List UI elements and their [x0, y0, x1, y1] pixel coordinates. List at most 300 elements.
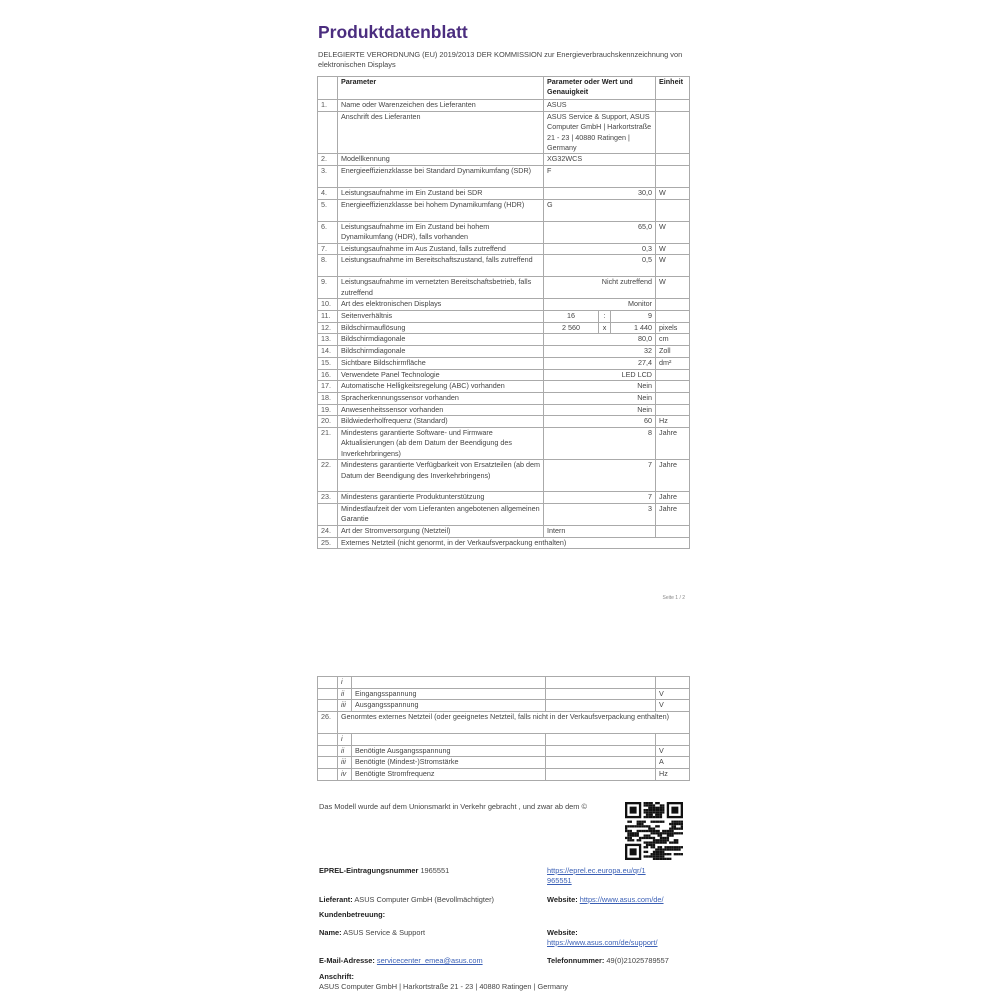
row-parameter: Sichtbare Bildschirmfläche — [338, 357, 544, 369]
qr-module — [660, 811, 662, 813]
table-row — [318, 460, 690, 492]
qr-module — [674, 832, 676, 834]
qr-module — [625, 837, 627, 839]
qr-module — [655, 839, 657, 841]
qr-module — [653, 858, 655, 860]
qr-module — [651, 830, 653, 832]
qr-module — [641, 823, 643, 825]
row-unit — [656, 404, 690, 416]
qr-module — [651, 837, 653, 839]
qr-module — [660, 841, 662, 843]
row-value: 0,3 — [544, 243, 656, 255]
email-link[interactable]: servicecenter_emea@asus.com — [376, 956, 483, 965]
qr-module — [653, 804, 655, 806]
row-value: Nein — [544, 404, 656, 416]
website-label-2: Website: — [547, 928, 578, 937]
row-number — [318, 734, 338, 746]
row-value — [546, 700, 656, 712]
qr-module — [651, 853, 653, 855]
datasheet-page-1 — [311, 10, 691, 604]
row-number: 8. — [318, 255, 338, 277]
qr-module — [657, 809, 659, 811]
qr-module — [648, 802, 650, 804]
qr-module — [644, 811, 646, 813]
qr-module — [671, 830, 673, 832]
email-line — [319, 956, 483, 966]
qr-module — [630, 825, 632, 827]
qr-module — [676, 821, 678, 823]
row-value: Nein — [544, 381, 656, 393]
table-row — [318, 688, 690, 700]
row-unit — [656, 369, 690, 381]
qr-module — [671, 828, 673, 830]
row-number: 5. — [318, 199, 338, 221]
qr-module — [671, 807, 678, 814]
row-number: 10. — [318, 299, 338, 311]
row-roman-index: ii — [338, 688, 352, 700]
qr-module — [651, 814, 653, 816]
qr-module — [678, 823, 680, 825]
row-value: 7 — [544, 460, 656, 492]
qr-module — [648, 828, 650, 830]
qr-module — [651, 844, 653, 846]
qr-module — [630, 830, 632, 832]
qr-module — [676, 841, 678, 843]
qr-module — [648, 841, 650, 843]
qr-module — [627, 825, 629, 827]
qr-module — [678, 846, 680, 848]
qr-module — [637, 830, 639, 832]
qr-module — [646, 811, 648, 813]
row-number: 12. — [318, 322, 338, 334]
qr-module — [651, 807, 653, 809]
row-number — [318, 111, 338, 154]
qr-module — [657, 848, 659, 850]
qr-module — [653, 821, 655, 823]
row-value-b: 9 — [611, 311, 656, 323]
supplier-website-link[interactable]: https://www.asus.com/de/ — [579, 895, 664, 904]
row-value: Intern — [544, 525, 656, 537]
row-number: 16. — [318, 369, 338, 381]
qr-module — [630, 839, 632, 841]
qr-module — [671, 825, 673, 827]
qr-module — [646, 809, 648, 811]
eprel-link[interactable]: https://eprel.ec.europa.eu/qr/1965551 — [547, 866, 646, 885]
qr-module — [669, 853, 671, 855]
table-row — [318, 745, 690, 757]
website-label: Website: — [547, 895, 578, 904]
qr-module — [660, 816, 662, 818]
qr-module — [646, 830, 648, 832]
qr-module — [662, 858, 664, 860]
qr-module — [678, 832, 680, 834]
qr-module — [644, 804, 646, 806]
qr-module — [662, 804, 664, 806]
qr-module — [646, 841, 648, 843]
eprel-label: EPREL-Eintragungsnummer — [319, 866, 419, 875]
row-value — [546, 757, 656, 769]
qr-module — [674, 821, 676, 823]
qr-module — [660, 858, 662, 860]
row-number: 6. — [318, 221, 338, 243]
table-row — [318, 537, 690, 549]
qr-module — [646, 844, 648, 846]
qr-module — [669, 828, 671, 830]
qr-module — [648, 834, 650, 836]
row-unit — [656, 677, 690, 689]
customer-care-label: Kundenbetreuung: — [319, 910, 386, 919]
qr-module — [664, 837, 666, 839]
datasheet-page-3 — [311, 796, 691, 996]
qr-module — [657, 821, 659, 823]
row-parameter: Automatische Helligkeitsregelung (ABC) vorhanden — [338, 381, 544, 393]
qr-module — [662, 809, 664, 811]
qr-module — [655, 851, 657, 853]
row-parameter: Anschrift des Lieferanten — [338, 111, 544, 154]
qr-module — [639, 830, 641, 832]
qr-module — [667, 839, 669, 841]
row-value: 65,0 — [544, 221, 656, 243]
qr-module — [648, 814, 650, 816]
phone-label: Telefonnummer: — [547, 956, 605, 965]
qr-module — [671, 834, 673, 836]
table-row — [318, 357, 690, 369]
row-parameter: Bildwiederholfrequenz (Standard) — [338, 416, 544, 428]
qr-module — [653, 832, 655, 834]
qr-module — [660, 821, 662, 823]
qr-module — [667, 832, 669, 834]
qr-module — [655, 802, 657, 804]
qr-module — [644, 809, 646, 811]
row-value: 30,0 — [544, 188, 656, 200]
qr-module — [646, 804, 648, 806]
row-parameter: Benötigte (Mindest-)Stromstärke — [352, 757, 546, 769]
qr-module — [662, 830, 664, 832]
table-row — [318, 111, 690, 154]
qr-module — [627, 837, 629, 839]
qr-module — [667, 837, 669, 839]
qr-module — [662, 837, 664, 839]
row-value: LED LCD — [544, 369, 656, 381]
qr-module — [669, 846, 671, 848]
address-value: ASUS Computer GmbH | Harkortstraße 21 - 23 | 40880 Ratingen | Germany — [319, 982, 568, 991]
row-value-b: 1 440 — [611, 322, 656, 334]
qr-module — [664, 839, 666, 841]
qr-module — [644, 855, 646, 857]
qr-module — [651, 841, 653, 843]
table-row — [318, 311, 690, 323]
qr-module — [678, 828, 680, 830]
qr-module — [674, 823, 676, 825]
row-number — [318, 700, 338, 712]
qr-module — [667, 848, 669, 850]
qr-module — [662, 832, 664, 834]
row-parameter: Anwesenheitssensor vorhanden — [338, 404, 544, 416]
qr-module — [646, 816, 648, 818]
row-number: 23. — [318, 492, 338, 504]
qr-module — [660, 855, 662, 857]
table-row — [318, 243, 690, 255]
qr-module — [669, 832, 671, 834]
row-value: G — [544, 199, 656, 221]
qr-module — [627, 821, 629, 823]
table-row — [318, 322, 690, 334]
qr-module — [651, 804, 653, 806]
table-row — [318, 199, 690, 221]
row-unit: V — [656, 700, 690, 712]
row-parameter: Name oder Warenzeichen des Lieferanten — [338, 100, 544, 112]
qr-module — [674, 841, 676, 843]
qr-module — [664, 832, 666, 834]
qr-module — [674, 828, 676, 830]
address-label: Anschrift: — [319, 972, 354, 981]
qr-module — [639, 837, 641, 839]
qr-module — [669, 841, 671, 843]
qr-module — [681, 828, 683, 830]
qr-module — [653, 853, 655, 855]
qr-module — [655, 841, 657, 843]
table-row — [318, 392, 690, 404]
qr-module — [664, 858, 666, 860]
table-row — [318, 100, 690, 112]
row-parameter: Eingangsspannung — [352, 688, 546, 700]
qr-module — [662, 848, 664, 850]
row-parameter: Leistungsaufnahme im Aus Zustand, falls zutreffend — [338, 243, 544, 255]
row-number: 1. — [318, 100, 338, 112]
qr-module — [651, 821, 653, 823]
qr-module — [648, 855, 650, 857]
row-number: 13. — [318, 334, 338, 346]
qr-module — [664, 830, 666, 832]
row-unit — [656, 299, 690, 311]
row-parameter: Leistungsaufnahme im Ein Zustand bei hohem Dynamikumfang (HDR), falls vorhanden — [338, 221, 544, 243]
row-value: 80,0 — [544, 334, 656, 346]
row-number — [318, 757, 338, 769]
qr-module — [644, 837, 646, 839]
row-number — [318, 688, 338, 700]
qr-module — [671, 841, 673, 843]
qr-module — [630, 821, 632, 823]
support-website-line — [547, 928, 687, 948]
qr-module — [657, 855, 659, 857]
row-value: 8 — [544, 427, 656, 459]
qr-module — [660, 807, 662, 809]
row-unit: W — [656, 243, 690, 255]
qr-module — [655, 825, 657, 827]
row-number: 3. — [318, 166, 338, 188]
qr-module — [630, 837, 632, 839]
table-row — [318, 188, 690, 200]
row-unit — [656, 392, 690, 404]
table-row — [318, 369, 690, 381]
qr-module — [639, 825, 641, 827]
qr-module — [674, 853, 676, 855]
row-parameter: Verwendete Panel Technologie — [338, 369, 544, 381]
qr-module — [644, 825, 646, 827]
qr-module — [653, 807, 655, 809]
qr-module — [657, 846, 659, 848]
qr-module — [651, 855, 653, 857]
row-unit: cm — [656, 334, 690, 346]
qr-module — [653, 855, 655, 857]
qr-module — [660, 809, 662, 811]
qr-module — [644, 846, 646, 848]
qr-module — [655, 848, 657, 850]
qr-module — [651, 846, 653, 848]
eprel-number: 1965551 — [420, 866, 450, 875]
qr-module — [660, 834, 662, 836]
row-number — [318, 677, 338, 689]
qr-module — [662, 821, 664, 823]
qr-module — [625, 830, 627, 832]
table-row — [318, 734, 690, 746]
row-unit — [656, 100, 690, 112]
qr-module — [648, 825, 650, 827]
qr-module — [657, 816, 659, 818]
row-value: Nein — [544, 392, 656, 404]
qr-module — [678, 821, 680, 823]
row-number — [318, 745, 338, 757]
row-value: 3 — [544, 503, 656, 525]
qr-module — [655, 832, 657, 834]
row-unit: Hz — [656, 416, 690, 428]
qr-module — [681, 825, 683, 827]
row-unit: Jahre — [656, 492, 690, 504]
qr-module — [678, 848, 680, 850]
qr-module — [637, 834, 639, 836]
header-parameter: Parameter — [338, 77, 544, 100]
row-parameter: Mindestens garantierte Produktunterstützung — [338, 492, 544, 504]
qr-module — [681, 853, 683, 855]
qr-module — [653, 816, 655, 818]
row-number: 15. — [318, 357, 338, 369]
parameter-table — [317, 76, 690, 549]
qr-module — [657, 841, 659, 843]
row-value: 27,4 — [544, 357, 656, 369]
row-number — [318, 503, 338, 525]
qr-module — [646, 855, 648, 857]
table-row — [318, 492, 690, 504]
qr-module — [657, 807, 659, 809]
qr-module — [671, 823, 673, 825]
row-value — [546, 688, 656, 700]
qr-module — [639, 839, 641, 841]
qr-module — [669, 830, 671, 832]
qr-module — [648, 807, 650, 809]
qr-module — [634, 825, 636, 827]
qr-module — [627, 834, 629, 836]
qr-module — [630, 848, 637, 855]
row-value — [546, 734, 656, 746]
qr-module — [637, 839, 639, 841]
qr-module — [667, 830, 669, 832]
supplier-label: Lieferant: — [319, 895, 353, 904]
qr-module — [667, 834, 669, 836]
table-row — [318, 299, 690, 311]
qr-module — [651, 828, 653, 830]
qr-module — [676, 846, 678, 848]
qr-module — [681, 846, 683, 848]
row-parameter: Leistungsaufnahme im Ein Zustand bei SDR — [338, 188, 544, 200]
power-supply-table — [317, 676, 690, 781]
row-parameter — [352, 677, 546, 689]
support-name-line — [319, 928, 425, 938]
qr-code-icon — [625, 802, 683, 860]
row-value-a: 2 560 — [544, 322, 599, 334]
qr-module — [662, 855, 664, 857]
row-parameter: Leistungsaufnahme im Bereitschaftszustand, falls zutreffend — [338, 255, 544, 277]
row-number: 4. — [318, 188, 338, 200]
row-unit: Jahre — [656, 503, 690, 525]
qr-module — [653, 844, 655, 846]
row-unit — [656, 311, 690, 323]
row-value: F — [544, 166, 656, 188]
regulation-subtitle: DELEGIERTE VERORDNUNG (EU) 2019/2013 DER KOMMISSION zur Energieverbrauchskennzeichnung von elektronischen Displays — [318, 50, 683, 69]
qr-module — [651, 816, 653, 818]
qr-module — [630, 834, 632, 836]
row-value: ASUS — [544, 100, 656, 112]
market-intro: Das Modell wurde auf dem Unionsmarkt in Verkehr gebracht , und zwar ab dem © — [319, 802, 587, 811]
qr-module — [664, 848, 666, 850]
row-parameter: Modellkennung — [338, 154, 544, 166]
header-unit: Einheit — [656, 77, 690, 100]
row-value — [546, 769, 656, 781]
qr-module — [646, 802, 648, 804]
qr-module — [637, 825, 639, 827]
qr-module — [667, 858, 669, 860]
row-parameter: Energieeffizienzklasse bei Standard Dynamikumfang (SDR) — [338, 166, 544, 188]
row-value: Monitor — [544, 299, 656, 311]
qr-module — [669, 858, 671, 860]
row-parameter: Mindestlaufzeit der vom Lieferanten angebotenen allgemeinen Garantie — [338, 503, 544, 525]
qr-module — [634, 834, 636, 836]
qr-module — [657, 814, 659, 816]
table-row — [318, 712, 690, 734]
row-number: 18. — [318, 392, 338, 404]
qr-module — [644, 841, 646, 843]
row-number: 21. — [318, 427, 338, 459]
row-roman-index: iv — [338, 769, 352, 781]
row-full-text: Externes Netzteil (nicht genormt, in der Verkaufsverpackung enthalten) — [338, 537, 690, 549]
row-roman-index: i — [338, 677, 352, 689]
row-number: 9. — [318, 277, 338, 299]
table-row — [318, 677, 690, 689]
support-website-link[interactable]: https://www.asus.com/de/support/ — [547, 938, 658, 947]
row-unit — [656, 381, 690, 393]
row-parameter: Benötigte Stromfrequenz — [352, 769, 546, 781]
row-unit: W — [656, 188, 690, 200]
row-parameter: Mindestens garantierte Software- und Firmware Aktualisierungen (ab dem Datum der Beendigung des Inverkehrbringens) — [338, 427, 544, 459]
page-number: Seite 1 / 2 — [662, 595, 685, 601]
qr-module — [669, 848, 671, 850]
qr-module — [662, 839, 664, 841]
qr-module — [630, 807, 637, 814]
table-row — [318, 416, 690, 428]
qr-module — [681, 821, 683, 823]
qr-module — [648, 811, 650, 813]
row-parameter: Mindestens garantierte Verfügbarkeit von Ersatzteilen (ab dem Datum der Beendigung des Inverkehrbringens) — [338, 460, 544, 492]
row-unit: pixels — [656, 322, 690, 334]
row-value: ASUS Service & Support, ASUS Computer GmbH | Harkortstraße 21 - 23 | 40880 Ratingen | Germany — [544, 111, 656, 154]
page-title: Produktdatenblatt — [318, 22, 468, 42]
qr-module — [655, 811, 657, 813]
support-name: ASUS Service & Support — [343, 928, 425, 937]
row-value-sep: x — [599, 322, 611, 334]
qr-module — [653, 846, 655, 848]
qr-module — [674, 839, 676, 841]
row-number: 14. — [318, 346, 338, 358]
qr-module — [669, 834, 671, 836]
